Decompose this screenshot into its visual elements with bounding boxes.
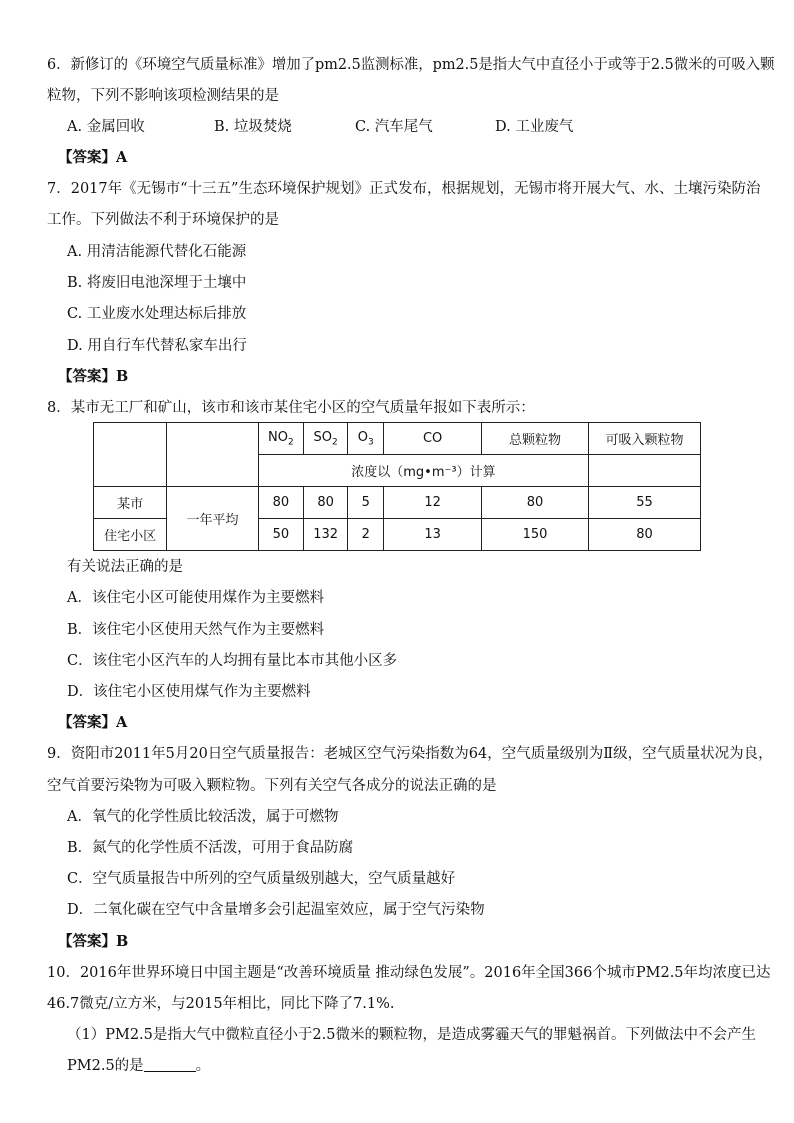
q9-option-b: B．氮气的化学性质不活泼，可用于食品防腐	[67, 840, 354, 856]
q9-option-d: D．二氧化碳在空气中含量增多会引起温室效应，属于空气污染物	[67, 902, 485, 918]
q8-answer: 【答案】A	[58, 714, 128, 731]
q6-option-a: A. 金属回收	[67, 119, 145, 135]
q8-option-b: B．该住宅小区使用天然气作为主要燃料	[67, 622, 325, 638]
unit-cell: 浓度以（mg•m⁻³）计算	[258, 455, 588, 487]
q6-option-c: C. 汽车尾气	[355, 119, 433, 135]
table-cell: 55	[589, 487, 701, 519]
q7-option-b: B. 将废旧电池深埋于土壤中	[67, 275, 247, 291]
q6-answer: 【答案】A	[58, 149, 128, 166]
q7-option-c: C. 工业废水处理达标后排放	[67, 306, 247, 322]
q10-sub1-line1: （1）PM2.5是指大气中微粒直径小于2.5微米的颗粒物，是造成雾霾天气的罪魁祸首。下列做法中不会产生	[67, 1027, 756, 1043]
table-cell: 132	[304, 519, 348, 551]
header-so2: $SO_2$	[304, 423, 348, 455]
q8-option-a: A．该住宅小区可能使用煤作为主要燃料	[67, 590, 324, 606]
q8-option-c: C．该住宅小区汽车的人均拥有量比本市其他小区多	[67, 653, 398, 669]
q8-stem: 8．某市无工厂和矿山，该市和该市某住宅小区的空气质量年报如下表所示：	[47, 400, 535, 416]
row-label-city: 某市	[94, 487, 167, 519]
q7-option-d: D. 用自行车代替私家车出行	[67, 338, 247, 354]
table-cell: 150	[481, 519, 588, 551]
period-cell: 一年平均	[167, 487, 259, 551]
q8-prompt: 有关说法正确的是	[67, 559, 183, 575]
q7-stem-line2: 工作。下列做法不利于环境保护的是	[47, 212, 279, 228]
q9-answer: 【答案】B	[58, 933, 129, 950]
table-header-row	[94, 423, 701, 455]
table-row	[94, 487, 701, 519]
table-cell: 80	[589, 519, 701, 551]
header-no2: $NO_2$	[258, 423, 303, 455]
q6-stem-line2: 粒物，下列不影响该项检测结果的是	[47, 88, 279, 104]
table-corner-cell	[94, 423, 167, 487]
q6-stem-line1: 6．新修订的《环境空气质量标准》增加了pm2.5监测标准，pm2.5是指大气中直径小于或等于2.5微米的可吸入颗	[47, 57, 775, 73]
q10-stem-line1: 10．2016年世界环境日中国主题是“改善环境质量 推动绿色发展”。2016年全国366个城市PM2.5年均浓度已达	[47, 965, 771, 981]
header-co: CO	[384, 423, 482, 455]
q7-answer: 【答案】B	[58, 368, 129, 385]
q6-option-b: B. 垃圾焚烧	[214, 119, 292, 135]
q9-option-a: A．氧气的化学性质比较活泼，属于可燃物	[67, 809, 339, 825]
table-cell: 80	[481, 487, 588, 519]
answer-blank[interactable]	[144, 1057, 196, 1072]
header-o3: $O_3$	[348, 423, 384, 455]
table-cell: 5	[348, 487, 384, 519]
header-inhalable-particulates: 可吸入颗粒物	[589, 423, 701, 455]
q7-option-a: A. 用清洁能源代替化石能源	[67, 244, 247, 260]
q10-sub1-line2	[67, 1056, 210, 1076]
q9-stem-line1: 9．资阳市2011年5月20日空气质量报告：老城区空气污染指数为64，空气质量级别为Ⅱ级，空气质量状况为良，	[47, 746, 773, 762]
air-quality-table	[93, 422, 701, 551]
q10-sub1-text: PM2.5的是	[67, 1058, 144, 1074]
header-total-particulates: 总颗粒物	[481, 423, 588, 455]
table-cell: 2	[348, 519, 384, 551]
q10-sub1-end: 。	[195, 1058, 211, 1074]
unit-blank-cell	[589, 455, 701, 487]
q8-option-d: D．该住宅小区使用煤气作为主要燃料	[67, 684, 311, 700]
table-cell: 80	[258, 487, 303, 519]
row-label-residential: 住宅小区	[94, 519, 167, 551]
table-cell: 12	[384, 487, 482, 519]
table-cell: 13	[384, 519, 482, 551]
table-cell: 50	[258, 519, 303, 551]
q9-option-c: C．空气质量报告中所列的空气质量级别越大，空气质量越好	[67, 871, 456, 887]
q6-option-d: D. 工业废气	[495, 119, 574, 135]
q7-stem-line1: 7．2017年《无锡市“十三五”生态环境保护规划》正式发布，根据规划，无锡市将开展大气、水、土壤污染防治	[47, 181, 761, 197]
q9-stem-line2: 空气首要污染物为可吸入颗粒物。下列有关空气各成分的说法正确的是	[47, 778, 497, 794]
table-blank-cell	[167, 423, 259, 487]
table-cell: 80	[304, 487, 348, 519]
q10-stem-line2: 46.7微克/立方米，与2015年相比，同比下降了7.1%.	[47, 996, 395, 1012]
